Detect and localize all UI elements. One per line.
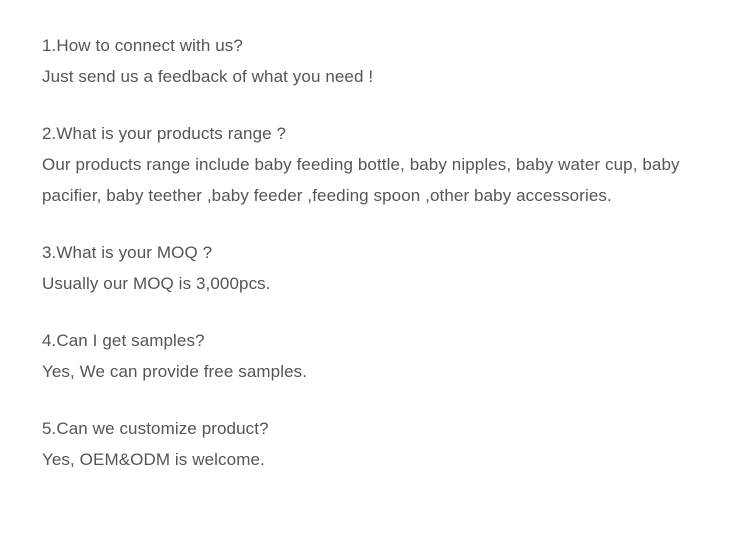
faq-answer: Just send us a feedback of what you need !	[42, 67, 374, 86]
faq-question: 5.Can we customize product?	[42, 419, 269, 438]
faq-item	[42, 237, 708, 299]
faq-question: 4.Can I get samples?	[42, 331, 205, 350]
faq-answer: Our products range include baby feeding bottle, baby nipples, baby water cup, baby pacifier, baby teether ,baby feeder ,feeding spoon ,other baby accessories.	[42, 155, 685, 205]
faq-answer: Usually our MOQ is 3,000pcs.	[42, 274, 271, 293]
faq-question: 1.How to connect with us?	[42, 36, 243, 55]
faq-item	[42, 325, 708, 387]
faq-item	[42, 118, 708, 211]
faq-question: 3.What is your MOQ ?	[42, 243, 213, 262]
faq-answer: Yes, We can provide free samples.	[42, 362, 308, 381]
faq-item	[42, 413, 708, 475]
faq-item	[42, 30, 708, 92]
faq-question: 2.What is your products range ?	[42, 124, 287, 143]
faq-answer: Yes, OEM&ODM is welcome.	[42, 450, 265, 469]
